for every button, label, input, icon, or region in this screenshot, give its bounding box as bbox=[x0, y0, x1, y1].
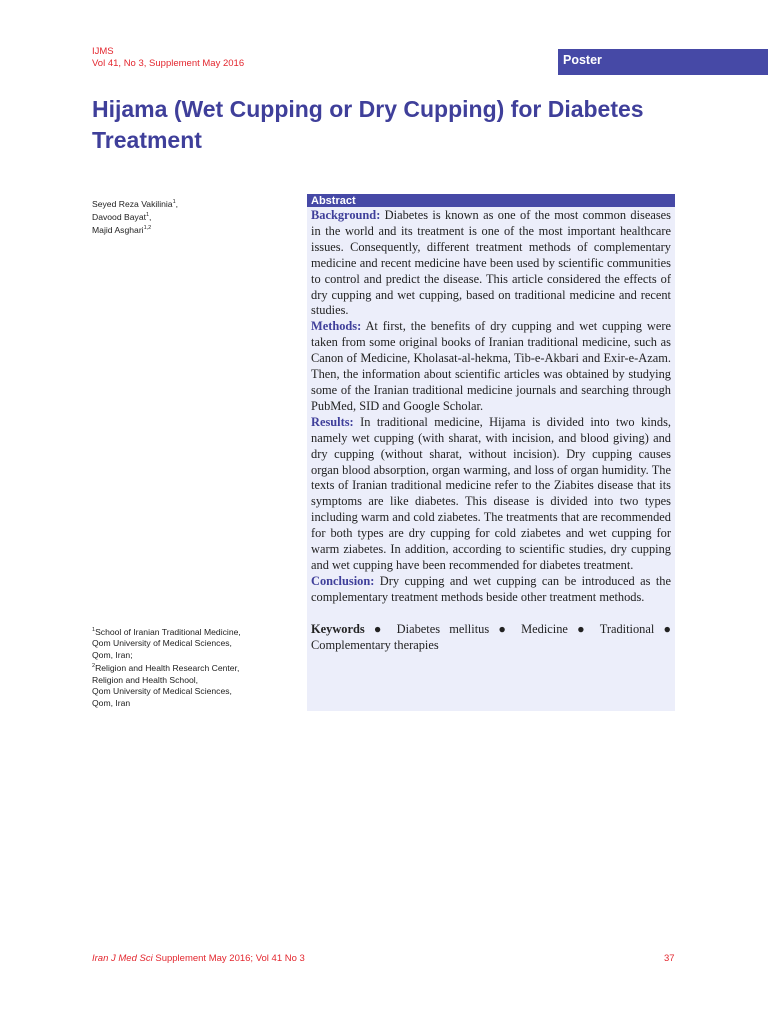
author: Davood Bayat$^1$, bbox=[92, 212, 152, 223]
abstract-conclusion: Conclusion: Dry cupping and wet cupping can be introduced as the complementary treatment methods beside other treatment methods. bbox=[311, 573, 671, 604]
article-title: Hijama (Wet Cupping or Dry Cupping) for Diabetes Treatment bbox=[92, 96, 644, 153]
abstract-box bbox=[307, 194, 675, 711]
author: Seyed Reza Vakilinia$^1$, bbox=[92, 198, 179, 209]
abstract-results: Results: In traditional medicine, Hijama is divided into two kinds, namely wet cupping (with sharat, with incision, and blood giving) and dry cupping (without sharat, without incision). Dry cupping causes organ blood absorption, organ warming, and loss of organ humidity. The texts of Iranian traditional medicine refer to the Ziabites disease that its symptoms are like diabetes. This disease is divided into two types including warm and cold ziabetes. The treatments that are recommended for both types are dry cupping for cold ziabetes and wet cupping for warm ziabetes. In addition, according to scientific studies, dry cupping and wet cupping have been recommended for diabetes treatment. bbox=[311, 414, 671, 572]
page-footer: Iran J Med Sci Supplement May 2016; Vol 41 No 3 bbox=[92, 953, 305, 964]
author: Majid Asghari$^{1,2}$ bbox=[92, 225, 152, 236]
journal-header bbox=[92, 46, 244, 70]
affiliations bbox=[92, 625, 292, 709]
journal-name: IJMS bbox=[92, 46, 114, 57]
affiliation: $^1$School of Iranian Traditional Medicine, Qom University of Medical Sciences, Qom, Iran; bbox=[92, 626, 241, 660]
journal-volume: Vol 41, No 3, Supplement May 2016 bbox=[92, 58, 245, 69]
keywords: Keywords ● Diabetes mellitus ● Medicine ● Traditional ● Complementary therapies bbox=[311, 621, 671, 652]
abstract-body bbox=[307, 207, 675, 653]
abstract-methods: Methods: At first, the benefits of dry cupping and wet cupping were taken from some original books of Iranian traditional medicine, such as Canon of Medicine, Kholasat-al-hekma, Tib-e-Akbari and Exir-e-Azam. Then, the information about scientific articles was obtained by studying some of the Iranian traditional medicine journals and searching through PubMed, SID and Google Scholar. bbox=[311, 319, 671, 413]
page-number: 37 bbox=[664, 953, 675, 964]
affiliation: $^2$Religion and Health Research Center, Religion and Health School, Qom University of Medical Sciences, Qom, Iran bbox=[92, 663, 240, 708]
author-list bbox=[92, 197, 178, 236]
abstract-background: Background: Diabetes is known as one of the most common diseases in the world and its treatment is one of the most important healthcare issues. Consequently, different treatment methods of complementary medicine and recent medicine have been used by scientific communities to control and predict the disease. This article considered the effects of dry cupping and wet cupping, based on traditional medicine and recent studies. bbox=[311, 208, 671, 318]
poster-tag: Poster bbox=[558, 49, 768, 75]
abstract-heading: Abstract bbox=[307, 194, 675, 207]
